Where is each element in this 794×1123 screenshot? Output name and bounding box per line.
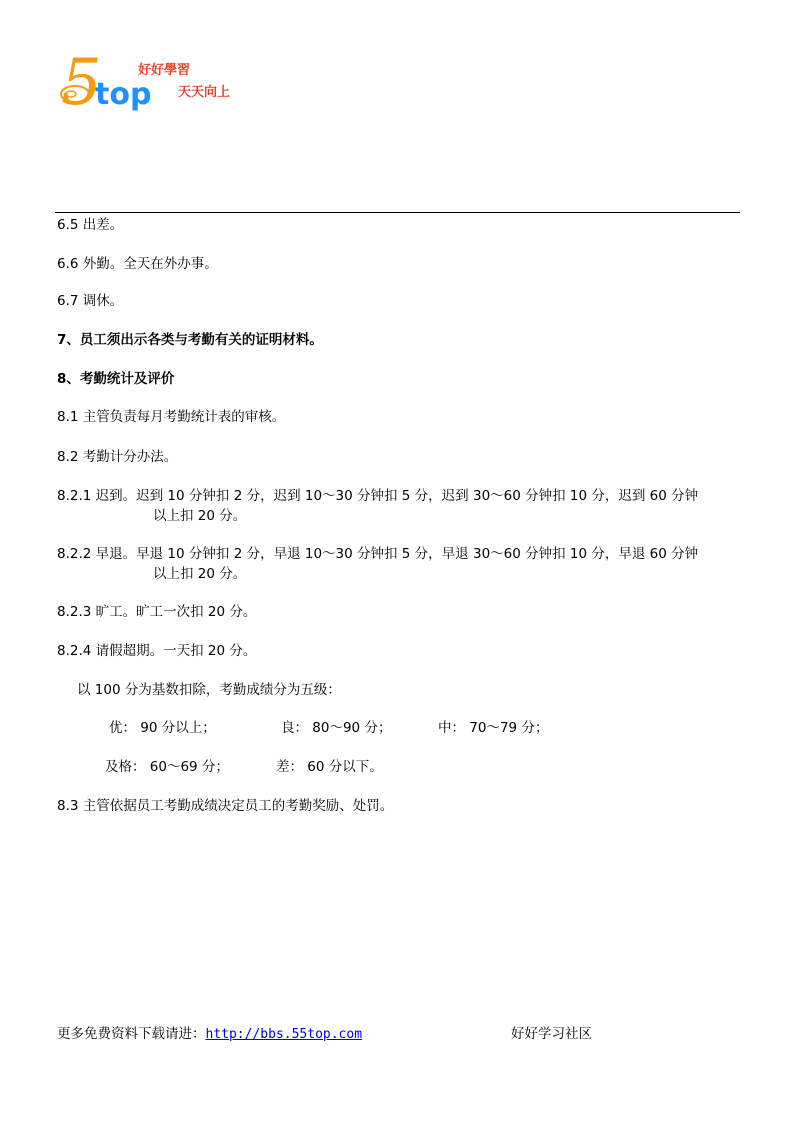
- para-8-2-2-line1: 8.2.2 早退。早退 10 分钟扣 2 分，早退 10～30 分钟扣 5 分，早退 30～60 分钟扣 10 分，早退 60 分钟: [57, 546, 699, 562]
- section-7-heading: 7、员工须出示各类与考勤有关的证明材料。: [57, 332, 323, 348]
- footer-left: [57, 1025, 362, 1044]
- para-8-1: 8.1 主管负责每月考勤统计表的审核。: [57, 409, 286, 425]
- footer-prefix: 更多免费资料下载请进：: [57, 1026, 206, 1042]
- para-6-5: 6.5 出差。: [57, 217, 124, 233]
- footer-right: 好好学习社区: [511, 1026, 592, 1042]
- grade-average: 中： 70～79 分；: [438, 720, 549, 736]
- para-8-2-1-line1: 8.2.1 迟到。迟到 10 分钟扣 2 分，迟到 10～30 分钟扣 5 分，迟到 30～60 分钟扣 10 分，迟到 60 分钟: [57, 488, 699, 504]
- grade-good: 良： 80～90 分；: [281, 720, 392, 736]
- para-8-2-1-line2: 以上扣 20 分。: [153, 508, 247, 524]
- logo-slogan-top: 好好學習: [138, 63, 191, 78]
- site-logo: [55, 52, 245, 122]
- grade-pass: 及格： 60～69 分；: [105, 759, 229, 775]
- logo-slogan-bottom: 天天向上: [178, 85, 231, 100]
- para-8-2: 8.2 考勤计分办法。: [57, 449, 178, 465]
- para-8-3: 8.3 主管依据员工考勤成绩决定员工的考勤奖励、处罚。: [57, 798, 394, 814]
- header-rule: [55, 212, 740, 213]
- grade-poor: 差： 60 分以下。: [276, 759, 383, 775]
- grade-excellent: 优： 90 分以上；: [109, 720, 216, 736]
- para-8-2-4: 8.2.4 请假超期。一天扣 20 分。: [57, 643, 257, 659]
- grade-intro: 以 100 分为基数扣除，考勤成绩分为五级：: [77, 682, 341, 698]
- para-6-7: 6.7 调休。: [57, 293, 124, 309]
- para-6-6: 6.6 外勤。全天在外办事。: [57, 256, 218, 272]
- para-8-2-2-line2: 以上扣 20 分。: [153, 566, 247, 582]
- section-8-heading: 8、考勤统计及评价: [57, 371, 175, 387]
- logo-brand: top: [95, 77, 152, 112]
- para-8-2-3: 8.2.3 旷工。旷工一次扣 20 分。: [57, 604, 257, 620]
- logo-mark: 5: [61, 52, 102, 120]
- footer-link[interactable]: http://bbs.55top.com: [205, 1027, 363, 1042]
